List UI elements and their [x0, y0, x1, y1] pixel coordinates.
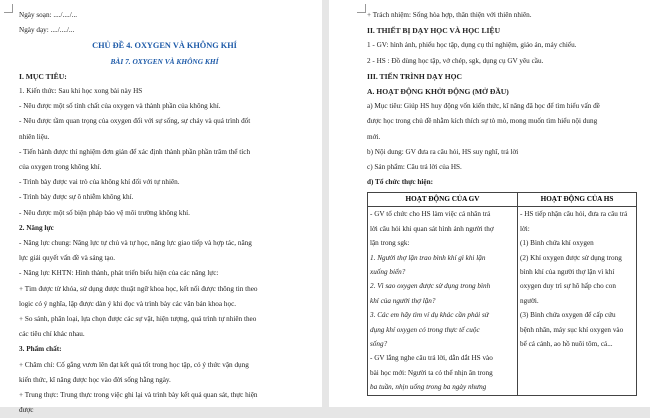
table-text-line: sống? [370, 339, 388, 348]
table-text-line: lời: [520, 224, 530, 233]
document-page-left [0, 0, 322, 415]
table-text-line: bình khí của người thợ lặn vì khí [520, 268, 615, 276]
table-text-line: người. [520, 296, 539, 305]
table-text-line: - GV tổ chức cho HS làm việc cá nhân trả [370, 210, 491, 219]
text-line: + Trách nhiệm: Sống hòa hợp, thân thiện với thiên nhiên. [367, 11, 532, 19]
table-text-line: lời câu hỏi khi quan sát hình ảnh người thợ [370, 224, 494, 233]
crop-mark [357, 4, 366, 13]
text-line: kiến thức, kĩ năng được học vào đời sống hằng ngày. [19, 375, 171, 384]
table-text-line: ba tuần, nhịn uống trong ba ngày nhưng [370, 383, 487, 392]
table-text-line: oxygen duy trì sự hô hấp cho con [520, 282, 616, 291]
table-row [368, 207, 637, 395]
text-line: - Nêu được một số tính chất của oxygen và thành phần của không khí. [19, 102, 221, 111]
text-line: a) Mục tiêu: Giúp HS huy động vốn kiến thức, kĩ năng đã học để tìm hiểu vấn đề [367, 102, 600, 111]
section-heading: I. MỤC TIÊU: [19, 71, 67, 81]
table-text-line: 1. Người thợ lặn trao bình khí gì khi lặn [370, 253, 486, 262]
table-text-line: lặn trong sgk: [370, 239, 410, 248]
table-text-line: 2. Vì sao oxygen được sử dụng trong bình [370, 282, 491, 291]
table-text-line: khí của người thợ lặn? [370, 296, 436, 305]
text-line: được [19, 406, 34, 415]
text-line: nhiên liệu. [19, 132, 50, 141]
text-line: 1 - GV: hình ảnh, phiếu học tập, dụng cụ thí nghiệm, giáo án, máy chiếu. [367, 41, 577, 50]
table-text-line: bài học mới: Người ta có thể nhịn ăn trong [370, 368, 493, 377]
text-line: được học trong chủ đề nhằm kích thích sự tò mò, mong muốn tìm hiểu nội dung [367, 117, 598, 126]
date-prep: Ngày soạn: ..../..../... [19, 11, 78, 19]
crop-mark [4, 4, 13, 13]
table-text-line: (1) Bình chứa khí oxygen [520, 239, 594, 248]
text-line: + Trung thực: Trung thực trong việc ghi lại và trình bày kết quả quan sát, thực hiện [19, 391, 258, 400]
table-text-line: bể cá cảnh, ao hồ nuôi tôm, cá... [520, 339, 613, 348]
subheading: d) Tổ chức thực hiện: [367, 178, 433, 187]
subheading: 3. Phẩm chất: [19, 345, 62, 354]
table-text-line: - GV lắng nghe câu trả lời, dẫn dắt HS vào [370, 354, 493, 363]
text-line: + Chăm chỉ: Cố gắng vươn lên đạt kết quả tốt trong học tập, có ý thức vận dụng [19, 360, 249, 369]
table-text-line: dụng khí oxygen có trong thực tế cuộc [370, 325, 480, 334]
text-line: - Tiến hành được thí nghiệm đơn giản để xác định thành phần phần trăm thể tích [19, 147, 251, 156]
text-line: + So sánh, phân loại, lựa chọn được các sự vật, hiện tượng, quá trình tự nhiên theo [19, 315, 257, 324]
table-text-line: (2) Khí oxygen được sử dụng trong [520, 253, 622, 262]
text-line: - Nêu được một số biện pháp bảo vệ môi trường không khí. [19, 208, 190, 217]
text-line: - Nêu được tầm quan trọng của oxygen đối với sự sống, sự cháy và quá trình đốt [19, 117, 251, 126]
table-text-line: (3) Bình chứa oxygen để cấp cứu [520, 311, 616, 320]
gv-cell [368, 207, 518, 395]
lesson-title: BÀI 7. OXYGEN VÀ KHÔNG KHÍ [110, 56, 219, 66]
table-text-line: - HS tiếp nhận câu hỏi, đưa ra câu trả [520, 210, 628, 219]
text-line: 2 - HS : Đồ dùng học tập, vở chép, sgk, dụng cụ GV yêu cầu. [367, 56, 544, 65]
section-heading: A. HOẠT ĐỘNG KHỞI ĐỘNG (MỞ ĐẦU) [367, 87, 509, 97]
table-text-line: bệnh nhân, máy sục khí oxygen vào [520, 325, 624, 334]
text-line: lực giải quyết vấn đề và sáng tạo. [19, 254, 116, 263]
text-line: - Năng lực chung: Năng lực tự chủ và tự học, năng lực giao tiếp và hợp tác, năng [19, 239, 252, 248]
document-page-right [329, 0, 650, 407]
table-header-row [368, 193, 637, 207]
date-teach: Ngày dạy: ..../..../... [19, 26, 75, 35]
table-text-line: 3. Các em hãy tìm ví dụ khác cần phải sử [370, 311, 489, 320]
section-heading: III. TIẾN TRÌNH DẠY HỌC [367, 71, 463, 81]
text-line: của oxygen trong không khí. [19, 163, 102, 172]
table-text-line: xuống biển? [370, 268, 406, 276]
text-line: 1. Kiến thức: Sau khi học xong bài này HS [19, 87, 143, 96]
hs-cell [518, 207, 637, 395]
text-line: - Trình bày được vai trò của không khí đối với tự nhiên. [19, 178, 180, 187]
text-line: b) Nội dung: GV đưa ra câu hỏi, HS suy nghĩ, trả lời [367, 147, 519, 156]
text-line: c) Sản phẩm: Câu trả lời của HS. [367, 163, 462, 172]
table-header-gv: HOẠT ĐỘNG CỦA GV [368, 193, 518, 207]
text-line: logic có ý nghĩa, lập được dàn ý khi đọc và trình bày các văn bản khoa học. [19, 299, 237, 308]
text-line: + Tìm được từ khóa, sử dụng được thuật ngữ khoa học, kết nối được thông tin theo [19, 284, 258, 293]
table-header-hs: HOẠT ĐỘNG CỦA HS [518, 193, 637, 207]
activity-table [367, 192, 637, 395]
section-heading: II. THIẾT BỊ DẠY HỌC VÀ HỌC LIỆU [367, 26, 501, 36]
chapter-title: CHỦ ĐỀ 4. OXYGEN VÀ KHÔNG KHÍ [92, 41, 237, 51]
subheading: 2. Năng lực [19, 223, 54, 232]
text-line: các tiêu chí khác nhau. [19, 330, 85, 339]
text-line: mới. [367, 132, 381, 141]
text-line: - Trình bày được sự ô nhiễm không khí. [19, 193, 134, 202]
text-line: - Năng lực KHTN: Hình thành, phát triển biểu hiện của các năng lực: [19, 269, 219, 278]
